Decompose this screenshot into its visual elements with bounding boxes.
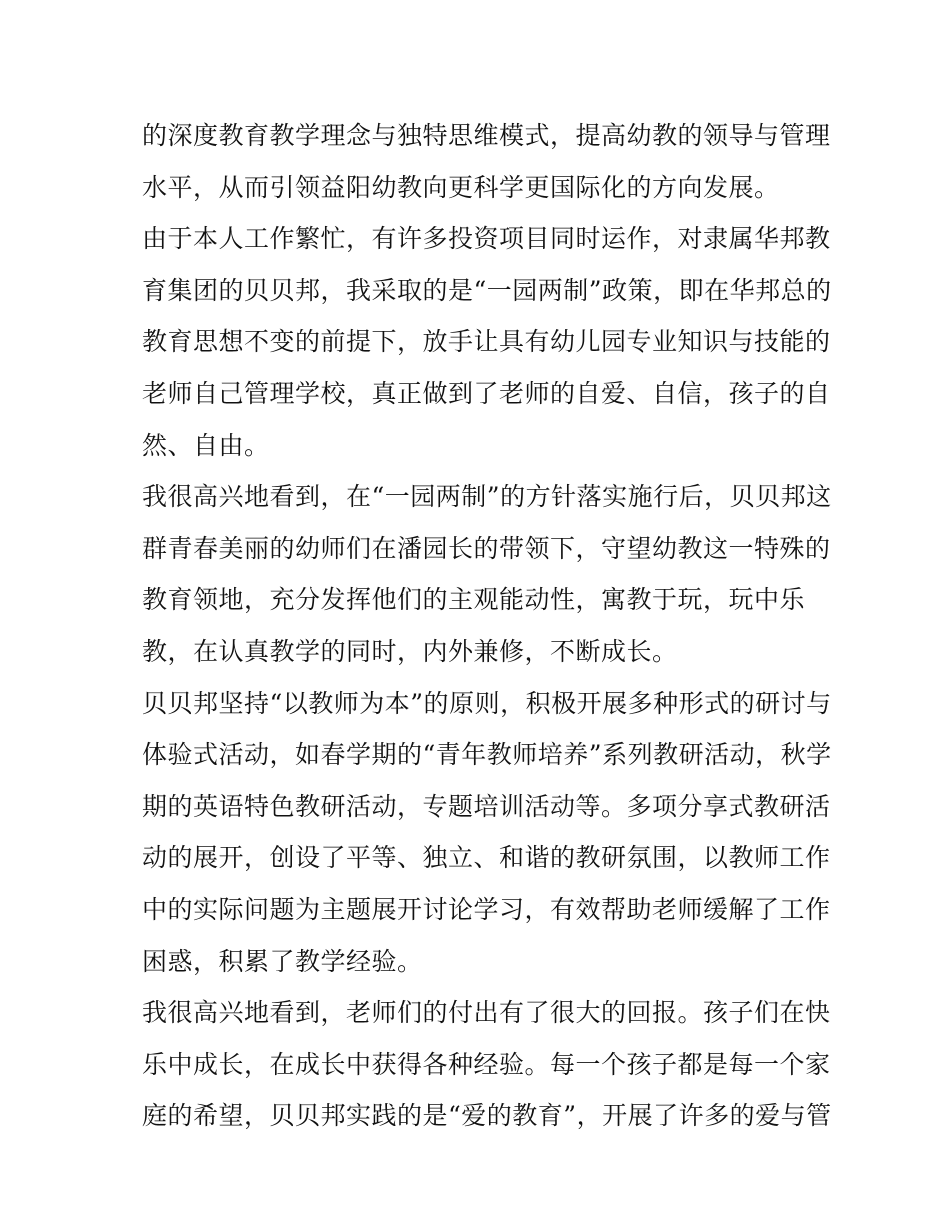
text-line: 水平，从而引领益阳幼教向更科学更国际化的方向发展。	[142, 172, 780, 202]
text-line: 群青春美丽的幼师们在潘园长的带领下，守望幼教这一特殊的	[142, 533, 831, 563]
text-line: 由于本人工作繁忙，有许多投资项目同时运作，对隶属华邦教	[142, 224, 831, 254]
text-line: 困惑，积累了教学经验。	[142, 946, 423, 976]
text-line: 教，在认真教学的同时，内外兼修，不断成长。	[142, 636, 678, 666]
text-line: 期的英语特色教研活动，专题培训活动等。多项分享式教研活	[142, 791, 831, 821]
text-line: 我很高兴地看到，在“一园两制”的方针落实施行后，贝贝邦这	[142, 482, 832, 512]
text-line: 贝贝邦坚持“以教师为本”的原则，积极开展多种形式的研讨与	[142, 688, 832, 718]
text-line: 我很高兴地看到，老师们的付出有了很大的回报。孩子们在快	[142, 998, 831, 1028]
text-line: 育集团的贝贝邦，我采取的是“一园两制”政策，即在华邦总的	[142, 275, 832, 305]
text-line: 老师自己管理学校，真正做到了老师的自爱、自信，孩子的自	[142, 378, 831, 408]
text-line: 动的展开，创设了平等、独立、和谐的教研氛围，以教师工作	[142, 843, 831, 873]
document-body	[142, 110, 832, 1142]
text-line: 庭的希望，贝贝邦实践的是“爱的教育”，开展了许多的爱与管	[142, 1101, 832, 1131]
text-line: 然、自由。	[142, 430, 270, 460]
text-line: 体验式活动，如春学期的“青年教师培养”系列教研活动，秋学	[142, 740, 832, 770]
text-line: 教育思想不变的前提下，放手让具有幼儿园专业知识与技能的	[142, 327, 831, 357]
text-line: 的深度教育教学理念与独特思维模式，提高幼教的领导与管理	[142, 121, 831, 150]
text-line: 乐中成长，在成长中获得各种经验。每一个孩子都是每一个家	[142, 1049, 831, 1079]
text-line: 中的实际问题为主题展开讨论学习，有效帮助老师缓解了工作	[142, 894, 831, 924]
text-line: 教育领地，充分发挥他们的主观能动性，寓教于玩，玩中乐	[142, 585, 806, 615]
